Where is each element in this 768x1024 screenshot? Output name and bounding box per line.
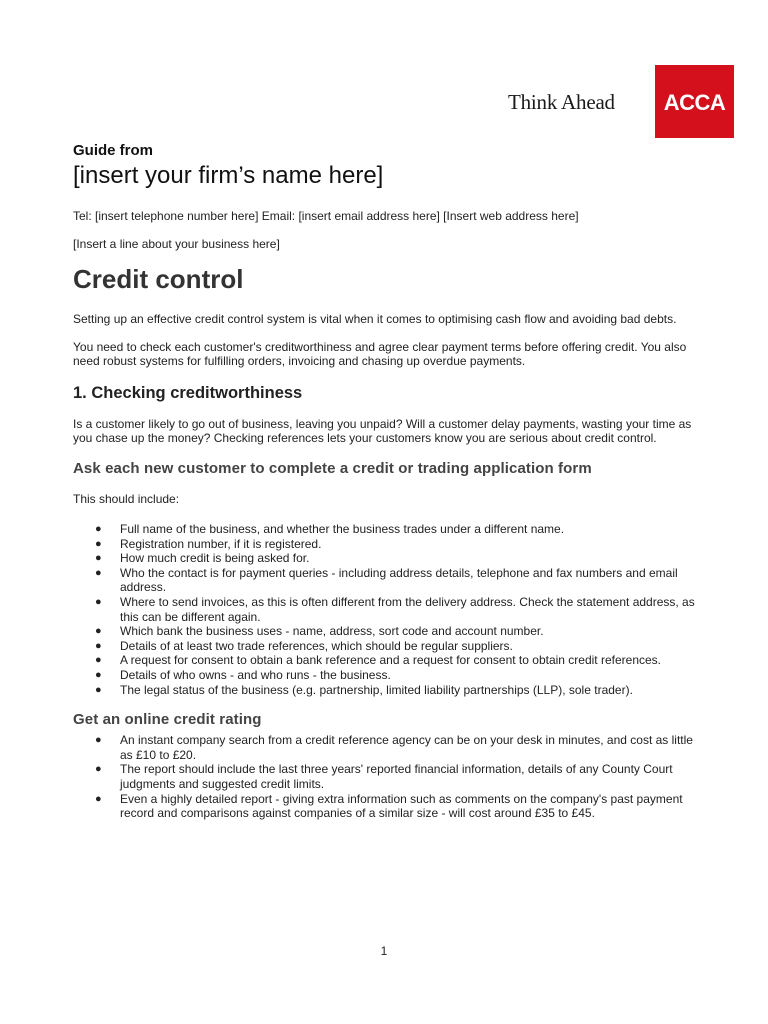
subheading-application-form: Ask each new customer to complete a credit or trading application form <box>73 460 592 477</box>
firm-name-placeholder: [insert your firm’s name here] <box>73 162 384 189</box>
intro-paragraph-1: Setting up an effective credit control system is vital when it comes to optimising cash flow and avoiding bad debts. <box>73 312 677 326</box>
bullet-icon: ● <box>95 683 102 696</box>
credit-rating-list <box>73 733 703 821</box>
bullet-icon: ● <box>95 552 102 565</box>
list-item <box>73 683 703 698</box>
list-item-text: Who the contact is for payment queries - including address details, telephone and fax numbers and email address. <box>120 565 678 595</box>
list-item <box>73 762 703 791</box>
list-item-text: Details of at least two trade references, which should be regular suppliers. <box>120 638 513 653</box>
list-item-text: How much credit is being asked for. <box>120 551 310 566</box>
bullet-icon: ● <box>95 792 102 805</box>
list-item-text: Details of who owns - and who runs - the business. <box>120 667 391 682</box>
bullet-icon: ● <box>95 668 102 681</box>
list-item <box>73 733 703 762</box>
logo-tagline: Think Ahead <box>508 90 615 114</box>
list-item <box>73 653 703 668</box>
bullet-icon: ● <box>95 625 102 638</box>
list-item-text: Even a highly detailed report - giving extra information such as comments on the company's past payment record and comparisons against companies of a similar size - will cost around £35 to £45. <box>120 791 683 821</box>
bullet-icon: ● <box>95 654 102 667</box>
section1-paragraph: Is a customer likely to go out of business, leaving you unpaid? Will a customer delay payments, wasting your time as you chase up the money? Checking references lets your customers know you are serious about credit control. <box>73 417 692 445</box>
list-item <box>73 792 703 821</box>
bullet-icon: ● <box>95 734 102 747</box>
acca-logo-text: ACCA <box>663 90 726 115</box>
list-item <box>73 537 703 552</box>
bullet-icon: ● <box>95 595 102 608</box>
bullet-icon: ● <box>95 763 102 776</box>
page-number: 1 <box>380 944 388 958</box>
guide-from-label: Guide from <box>73 142 154 159</box>
list-item-text: An instant company search from a credit reference agency can be on your desk in minutes, and cost as little as £10 to £20. <box>120 733 693 762</box>
bullet-icon: ● <box>95 537 102 550</box>
list-item <box>73 668 703 683</box>
list-item-text: The legal status of the business (e.g. partnership, limited liability partnerships (LLP), sole trader). <box>120 682 633 697</box>
bullet-icon: ● <box>95 566 102 579</box>
acca-logo-box <box>655 65 734 138</box>
list-item-text: A request for consent to obtain a bank reference and a request for consent to obtain credit references. <box>120 653 662 668</box>
bullet-icon: ● <box>95 523 102 535</box>
list-item <box>73 595 703 624</box>
document-body <box>73 312 703 821</box>
bullet-icon: ● <box>95 639 102 652</box>
business-line: [Insert a line about your business here] <box>73 237 280 251</box>
list-item-text: The report should include the last three years' reported financial information, details of any County Court judgments and suggested credit limits. <box>120 762 673 791</box>
list-item <box>73 551 703 566</box>
list-item-text: Full name of the business, and whether the business trades under a different name. <box>120 522 565 536</box>
contact-details: Tel: [insert telephone number here] Email: [insert email address here] [Insert web address here] <box>73 209 579 223</box>
list-item <box>73 624 703 639</box>
should-include-lead: This should include: <box>73 492 180 506</box>
section-heading-checking-creditworthiness: 1. Checking creditworthiness <box>73 384 303 402</box>
intro-paragraph-2: You need to check each customer's creditworthiness and agree clear payment terms before offering credit. You also need robust systems for fulfilling orders, invoicing and chasing up overdue payments. <box>73 340 687 368</box>
list-item-text: Registration number, if it is registered. <box>120 536 322 551</box>
list-item <box>73 522 703 537</box>
list-item <box>73 566 703 595</box>
application-form-list <box>73 522 703 697</box>
page-title: Credit control <box>73 264 244 294</box>
list-item-text: Which bank the business uses - name, address, sort code and account number. <box>120 624 544 639</box>
list-item <box>73 639 703 654</box>
subheading-online-credit-rating: Get an online credit rating <box>73 711 262 729</box>
list-item-text: Where to send invoices, as this is often different from the delivery address. Check the statement address, as this can be different again. <box>120 594 695 624</box>
